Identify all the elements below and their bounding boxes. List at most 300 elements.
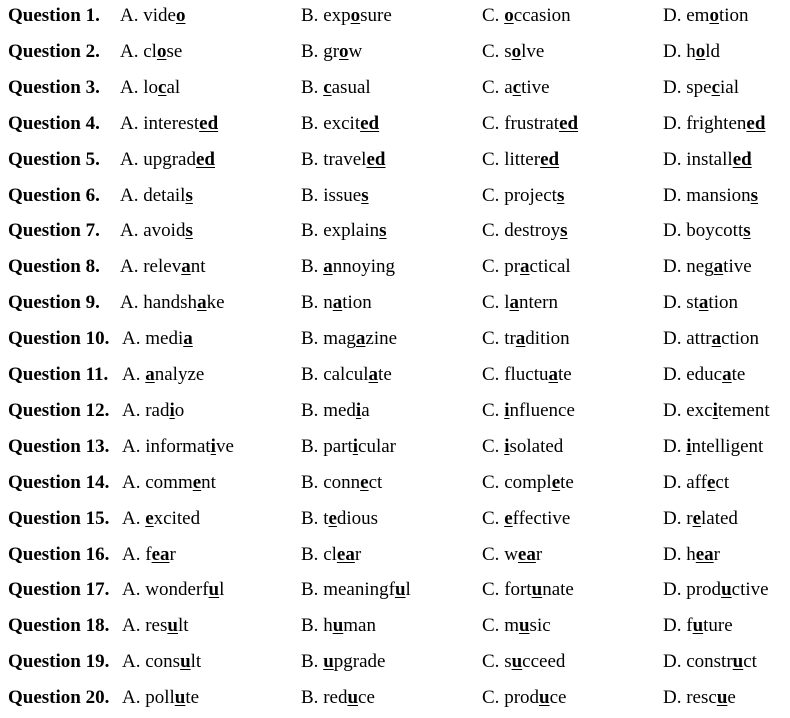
option-a bbox=[120, 41, 182, 63]
option-word-start: calcul bbox=[323, 364, 369, 385]
option-word-end: solated bbox=[509, 435, 564, 457]
option-letter: C. bbox=[482, 40, 500, 62]
question-label: Question 11. bbox=[8, 364, 109, 385]
option-word-start: informat bbox=[145, 435, 211, 457]
option-word-start: aff bbox=[686, 471, 707, 493]
option-word-start: comm bbox=[145, 471, 193, 493]
option-b bbox=[301, 77, 371, 99]
option-underlined-sound: u bbox=[518, 615, 530, 637]
option-word-start: r bbox=[686, 507, 693, 529]
option-letter: D. bbox=[663, 507, 682, 529]
option-word-end: se bbox=[166, 40, 183, 62]
option-word-end: ction bbox=[721, 328, 760, 350]
option-letter: C. bbox=[482, 507, 500, 529]
option-c bbox=[482, 472, 574, 494]
option-underlined-sound: ed bbox=[360, 112, 380, 134]
option-underlined-sound: a bbox=[145, 364, 155, 385]
option-underlined-sound: c bbox=[158, 76, 167, 98]
option-word-start: h bbox=[686, 543, 696, 565]
question-label: Question 17. bbox=[8, 579, 110, 601]
option-a bbox=[122, 579, 224, 601]
option-word-start: a bbox=[504, 76, 513, 98]
option-letter: A. bbox=[122, 328, 141, 350]
option-letter: D. bbox=[663, 651, 682, 673]
option-underlined-sound: o bbox=[175, 5, 186, 26]
option-word-end: nt bbox=[190, 256, 206, 278]
option-word-end: tive bbox=[521, 76, 550, 98]
option-word-start: prod bbox=[504, 687, 540, 709]
option-word-start: neg bbox=[686, 256, 714, 278]
option-word-start: w bbox=[504, 543, 518, 565]
option-a bbox=[122, 615, 189, 637]
option-word-start: f bbox=[686, 615, 693, 637]
option-underlined-sound: ed bbox=[559, 112, 579, 134]
question-row bbox=[0, 467, 790, 503]
question-row bbox=[0, 36, 790, 72]
option-underlined-sound: o bbox=[350, 5, 361, 26]
option-word-start: fluctu bbox=[504, 364, 549, 385]
option-word-start: st bbox=[686, 292, 699, 314]
option-underlined-sound: ed bbox=[196, 148, 215, 170]
option-letter: C. bbox=[482, 435, 500, 457]
option-word-end: e bbox=[727, 687, 736, 709]
option-word-end: lt bbox=[190, 651, 202, 673]
option-a bbox=[120, 292, 225, 314]
option-letter: C. bbox=[482, 256, 500, 278]
option-letter: A. bbox=[120, 112, 139, 134]
option-underlined-sound: s bbox=[560, 220, 568, 242]
option-underlined-sound: a bbox=[323, 256, 333, 278]
option-underlined-sound: u bbox=[732, 651, 744, 673]
option-letter: B. bbox=[301, 435, 319, 457]
question-row bbox=[0, 503, 790, 539]
option-word-end: zine bbox=[365, 328, 398, 350]
option-word-end: w bbox=[348, 40, 363, 62]
option-underlined-sound: u bbox=[394, 579, 406, 601]
option-underlined-sound: ed bbox=[746, 112, 766, 134]
option-letter: A. bbox=[122, 615, 141, 637]
option-word-start: n bbox=[323, 292, 333, 314]
question-label: Question 19. bbox=[8, 651, 110, 673]
option-c bbox=[482, 292, 558, 314]
option-letter: D. bbox=[663, 579, 682, 601]
question-row bbox=[0, 682, 790, 718]
option-underlined-sound: s bbox=[185, 184, 193, 206]
option-word-start: conn bbox=[323, 471, 361, 493]
option-underlined-sound: o bbox=[339, 40, 349, 62]
option-word-start: s bbox=[504, 40, 512, 62]
option-letter: A. bbox=[120, 148, 139, 170]
option-underlined-sound: ea bbox=[695, 543, 714, 565]
option-word-end: cceed bbox=[522, 651, 566, 673]
option-letter: A. bbox=[120, 256, 139, 278]
option-letter: D. bbox=[663, 112, 682, 134]
option-letter: B. bbox=[301, 507, 319, 529]
option-underlined-sound: u bbox=[180, 651, 191, 673]
option-d bbox=[663, 400, 770, 422]
option-word-start: excit bbox=[323, 112, 361, 134]
option-c bbox=[482, 220, 568, 242]
option-d bbox=[663, 292, 738, 314]
question-label: Question 10. bbox=[8, 328, 110, 350]
option-word-start: frighten bbox=[686, 112, 747, 134]
option-word-start: compl bbox=[504, 471, 552, 493]
option-underlined-sound: e bbox=[328, 507, 337, 529]
option-b bbox=[301, 615, 376, 637]
option-letter: C. bbox=[482, 471, 500, 493]
option-letter: C. bbox=[482, 5, 500, 26]
option-letter: B. bbox=[301, 651, 319, 673]
question-row bbox=[0, 144, 790, 180]
option-word-end: ctical bbox=[529, 256, 571, 278]
option-word-end: ce bbox=[549, 687, 567, 709]
option-letter: D. bbox=[663, 615, 682, 637]
question-row bbox=[0, 539, 790, 575]
option-word-end: tion bbox=[708, 292, 738, 314]
question-row bbox=[0, 431, 790, 467]
option-letter: B. bbox=[301, 76, 319, 98]
option-b bbox=[301, 579, 411, 601]
option-letter: A. bbox=[122, 435, 141, 457]
option-underlined-sound: ea bbox=[336, 543, 355, 565]
option-word-end: ntern bbox=[518, 292, 559, 314]
option-word-end: nnoying bbox=[332, 256, 395, 278]
option-word-start: lo bbox=[143, 76, 159, 98]
question-label: Question 6. bbox=[8, 184, 100, 206]
option-letter: B. bbox=[301, 112, 319, 134]
option-word-start: exp bbox=[323, 5, 351, 26]
option-letter: D. bbox=[663, 471, 682, 493]
question-label: Question 13. bbox=[8, 435, 110, 457]
question-label: Question 7. bbox=[8, 220, 100, 242]
option-a bbox=[122, 436, 234, 458]
option-underlined-sound: u bbox=[721, 579, 732, 601]
option-letter: C. bbox=[482, 543, 500, 565]
option-letter: A. bbox=[122, 543, 141, 565]
option-letter: B. bbox=[301, 615, 319, 637]
option-word-start: spe bbox=[686, 76, 712, 98]
option-b bbox=[301, 5, 392, 27]
option-word-end: tement bbox=[717, 399, 770, 421]
option-underlined-sound: s bbox=[556, 184, 565, 206]
question-label: Question 16. bbox=[8, 543, 110, 565]
option-underlined-sound: ea bbox=[151, 543, 170, 565]
option-underlined-sound: s bbox=[379, 220, 387, 242]
option-d bbox=[663, 651, 757, 673]
option-b bbox=[301, 149, 385, 171]
option-word-end: xcited bbox=[153, 507, 201, 529]
option-underlined-sound: s bbox=[185, 220, 193, 242]
option-a bbox=[120, 220, 193, 242]
option-word-end: te bbox=[378, 364, 392, 385]
option-b bbox=[301, 436, 396, 458]
option-underlined-sound: ed bbox=[732, 148, 752, 170]
option-word-end: cular bbox=[358, 435, 396, 457]
option-word-start: part bbox=[323, 435, 353, 457]
question-label: Question 2. bbox=[8, 40, 100, 62]
option-word-start: litter bbox=[504, 148, 541, 170]
option-c bbox=[482, 328, 570, 350]
option-c bbox=[482, 256, 571, 278]
option-letter: D. bbox=[663, 184, 682, 206]
option-word-start: mansion bbox=[686, 184, 751, 206]
option-word-end: ffective bbox=[512, 507, 571, 529]
option-letter: D. bbox=[663, 148, 682, 170]
option-letter: D. bbox=[663, 220, 682, 242]
option-underlined-sound: a bbox=[713, 256, 724, 278]
option-word-start: h bbox=[686, 40, 696, 62]
option-word-start: fort bbox=[504, 579, 532, 601]
option-b bbox=[301, 220, 387, 242]
question-row bbox=[0, 574, 790, 610]
option-letter: D. bbox=[663, 256, 682, 278]
option-letter: B. bbox=[301, 256, 319, 278]
option-letter: B. bbox=[301, 184, 319, 206]
option-word-start: h bbox=[323, 615, 333, 637]
option-word-start: m bbox=[504, 615, 519, 637]
option-word-start: meaningf bbox=[323, 579, 395, 601]
option-letter: C. bbox=[482, 220, 500, 242]
option-word-start: em bbox=[686, 5, 710, 26]
option-a bbox=[122, 651, 201, 673]
question-row bbox=[0, 359, 790, 395]
option-c bbox=[482, 113, 578, 135]
option-underlined-sound: e bbox=[706, 471, 716, 493]
option-d bbox=[663, 113, 765, 135]
option-word-end: nalyze bbox=[154, 364, 205, 385]
option-word-end: ce bbox=[358, 687, 375, 709]
option-letter: B. bbox=[301, 5, 319, 26]
option-d bbox=[663, 220, 751, 242]
option-underlined-sound: a bbox=[515, 328, 526, 350]
option-letter: C. bbox=[482, 112, 500, 134]
option-letter: B. bbox=[301, 687, 319, 709]
option-letter: B. bbox=[301, 292, 319, 314]
option-c bbox=[482, 508, 570, 530]
option-letter: A. bbox=[122, 364, 141, 385]
question-row bbox=[0, 323, 790, 359]
option-underlined-sound: u bbox=[332, 615, 344, 637]
option-underlined-sound: ea bbox=[517, 543, 536, 565]
option-d bbox=[663, 77, 739, 99]
option-word-start: relev bbox=[143, 256, 182, 278]
option-word-end: ct bbox=[368, 471, 383, 493]
option-letter: A. bbox=[120, 292, 139, 314]
option-underlined-sound: u bbox=[323, 651, 334, 673]
option-letter: A. bbox=[122, 651, 141, 673]
option-word-start: poll bbox=[145, 687, 175, 709]
option-underlined-sound: a bbox=[509, 292, 519, 314]
option-word-end: te bbox=[185, 687, 200, 709]
option-word-start: mag bbox=[323, 328, 356, 350]
option-letter: D. bbox=[663, 364, 682, 385]
option-letter: C. bbox=[482, 579, 500, 601]
option-word-start: f bbox=[145, 543, 152, 565]
option-underlined-sound: e bbox=[145, 507, 154, 529]
option-word-end: ld bbox=[705, 40, 721, 62]
option-b bbox=[301, 328, 397, 350]
option-underlined-sound: ed bbox=[366, 148, 386, 170]
option-letter: B. bbox=[301, 40, 319, 62]
option-underlined-sound: ed bbox=[199, 112, 219, 134]
option-d bbox=[663, 256, 752, 278]
option-underlined-sound: u bbox=[692, 615, 704, 637]
option-letter: A. bbox=[122, 579, 141, 601]
option-d bbox=[663, 328, 759, 350]
question-label: Question 14. bbox=[8, 471, 110, 493]
option-word-start: project bbox=[504, 184, 557, 206]
option-underlined-sound: i bbox=[355, 399, 362, 421]
option-underlined-sound: a bbox=[548, 364, 559, 385]
option-underlined-sound: i bbox=[504, 399, 510, 421]
question-label: Question 8. bbox=[8, 256, 100, 278]
option-letter: D. bbox=[663, 328, 682, 350]
option-word-end: lve bbox=[521, 40, 545, 62]
question-row bbox=[0, 215, 790, 251]
option-b bbox=[301, 508, 378, 530]
option-word-start: install bbox=[686, 148, 733, 170]
option-word-end: tion bbox=[342, 292, 372, 314]
option-word-end: r bbox=[354, 543, 362, 565]
option-letter: D. bbox=[663, 40, 682, 62]
option-c bbox=[482, 5, 571, 27]
option-b bbox=[301, 544, 361, 566]
option-word-start: rad bbox=[145, 399, 170, 421]
option-word-end: lt bbox=[177, 615, 189, 637]
option-a bbox=[122, 687, 199, 709]
option-underlined-sound: u bbox=[716, 687, 728, 709]
option-a bbox=[120, 77, 180, 99]
option-letter: B. bbox=[301, 328, 319, 350]
option-letter: B. bbox=[301, 220, 319, 242]
option-letter: D. bbox=[663, 687, 682, 709]
option-letter: B. bbox=[301, 364, 319, 385]
option-underlined-sound: ed bbox=[540, 148, 560, 170]
option-letter: D. bbox=[663, 543, 682, 565]
option-letter: C. bbox=[482, 651, 500, 673]
option-word-end: asual bbox=[331, 76, 371, 98]
question-label: Question 1. bbox=[8, 5, 100, 26]
option-c bbox=[482, 364, 572, 386]
option-word-start: cl bbox=[143, 40, 157, 62]
option-b bbox=[301, 651, 385, 673]
option-letter: D. bbox=[663, 399, 682, 421]
option-underlined-sound: i bbox=[210, 435, 216, 457]
question-label: Question 12. bbox=[8, 399, 110, 421]
option-word-start: resc bbox=[686, 687, 717, 709]
option-letter: B. bbox=[301, 471, 319, 493]
option-underlined-sound: a bbox=[722, 364, 732, 385]
option-word-start: interest bbox=[143, 112, 200, 134]
option-underlined-sound: s bbox=[361, 184, 369, 206]
option-word-end: ial bbox=[720, 76, 739, 98]
option-letter: A. bbox=[122, 687, 141, 709]
option-d bbox=[663, 436, 763, 458]
option-word-start: medi bbox=[145, 328, 184, 350]
option-word-start: handsh bbox=[143, 292, 198, 314]
option-underlined-sound: c bbox=[512, 76, 522, 98]
option-a bbox=[122, 508, 200, 530]
option-underlined-sound: a bbox=[368, 364, 379, 385]
option-c bbox=[482, 77, 550, 99]
option-d bbox=[663, 185, 758, 207]
option-word-end: ke bbox=[206, 292, 225, 314]
option-underlined-sound: a bbox=[332, 292, 343, 314]
option-underlined-sound: o bbox=[709, 5, 719, 26]
option-word-end: pgrade bbox=[333, 651, 386, 673]
option-d bbox=[663, 687, 736, 709]
option-word-end: te bbox=[731, 364, 746, 385]
option-underlined-sound: u bbox=[511, 651, 523, 673]
option-underlined-sound: a bbox=[183, 328, 193, 350]
option-word-end: te bbox=[558, 364, 572, 385]
option-underlined-sound: s bbox=[743, 220, 751, 242]
option-underlined-sound: c bbox=[323, 76, 332, 98]
option-c bbox=[482, 400, 575, 422]
option-d bbox=[663, 364, 745, 386]
option-underlined-sound: i bbox=[169, 399, 175, 421]
option-d bbox=[663, 508, 738, 530]
option-c bbox=[482, 41, 544, 63]
option-underlined-sound: o bbox=[504, 5, 514, 26]
option-word-end: te bbox=[560, 471, 574, 493]
option-word-end: r bbox=[713, 543, 720, 565]
option-word-start: destroy bbox=[504, 220, 561, 242]
option-word-end: sure bbox=[360, 5, 392, 26]
option-underlined-sound: i bbox=[686, 435, 692, 457]
option-b bbox=[301, 292, 372, 314]
option-letter: A. bbox=[122, 507, 141, 529]
option-underlined-sound: a bbox=[197, 292, 207, 314]
option-word-start: explain bbox=[323, 220, 380, 242]
option-b bbox=[301, 400, 370, 422]
option-word-end: ntelligent bbox=[691, 435, 764, 457]
option-underlined-sound: a bbox=[698, 292, 709, 314]
option-letter: D. bbox=[663, 5, 682, 26]
option-word-end: tion bbox=[718, 5, 749, 26]
option-word-end: sic bbox=[529, 615, 551, 637]
option-a bbox=[122, 364, 204, 386]
option-underlined-sound: u bbox=[347, 687, 359, 709]
option-letter: A. bbox=[122, 471, 141, 493]
option-letter: A. bbox=[120, 5, 139, 26]
option-letter: A. bbox=[120, 76, 139, 98]
option-d bbox=[663, 472, 729, 494]
question-label: Question 5. bbox=[8, 148, 100, 170]
question-row bbox=[0, 610, 790, 646]
option-underlined-sound: o bbox=[511, 40, 522, 62]
option-underlined-sound: e bbox=[551, 471, 561, 493]
option-d bbox=[663, 544, 720, 566]
option-word-end: l bbox=[219, 579, 225, 601]
option-word-end: tive bbox=[723, 256, 752, 278]
option-letter: D. bbox=[663, 292, 682, 314]
option-letter: D. bbox=[663, 76, 682, 98]
option-c bbox=[482, 149, 559, 171]
option-word-start: upgrad bbox=[143, 148, 196, 170]
option-c bbox=[482, 651, 565, 673]
option-a bbox=[120, 256, 206, 278]
option-word-end: r bbox=[169, 543, 176, 565]
option-word-end: r bbox=[535, 543, 543, 565]
option-underlined-sound: s bbox=[750, 184, 759, 206]
option-word-end: ture bbox=[703, 615, 733, 637]
option-underlined-sound: o bbox=[156, 40, 167, 62]
question-label: Question 4. bbox=[8, 112, 100, 134]
option-word-end: ct bbox=[743, 651, 757, 673]
option-d bbox=[663, 149, 752, 171]
option-a bbox=[122, 400, 184, 422]
